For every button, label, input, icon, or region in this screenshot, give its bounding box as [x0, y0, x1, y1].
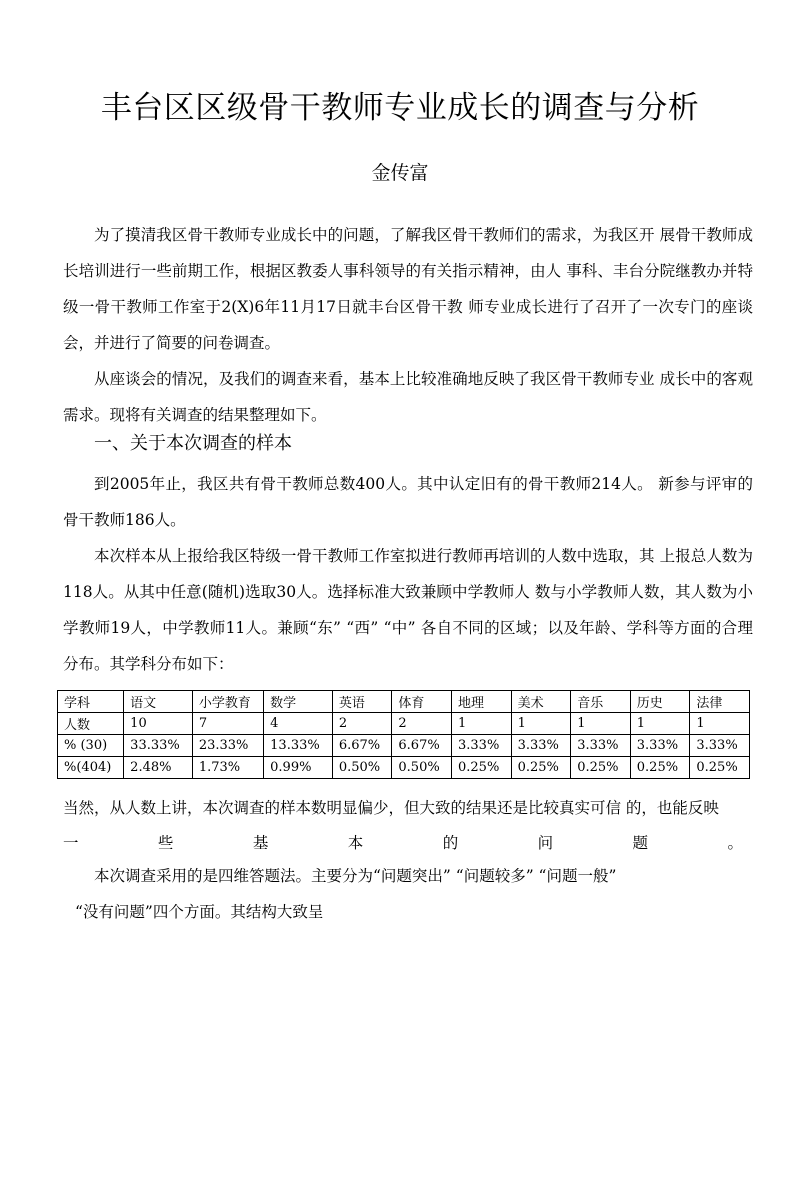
table-cell: 2.48%: [124, 757, 193, 779]
table-cell: 10: [124, 713, 193, 735]
table-cell: 0.50%: [392, 757, 452, 779]
spread-word: 本: [347, 834, 364, 852]
table-cell: 0.99%: [264, 757, 333, 779]
table-cell: 人数: [58, 713, 124, 735]
table-header-cell: 语文: [124, 691, 193, 713]
table-cell: 0.25%: [571, 757, 631, 779]
table-cell: 3.33%: [690, 735, 750, 757]
paragraph-conclusion-spread-line: [63, 825, 743, 861]
table-cell: 0.25%: [511, 757, 571, 779]
paragraph-method: 本次调查采用的是四维答题法。主要分为“问题突出” “问题较多” “问题一般”: [94, 867, 617, 885]
table-header-cell: 学科: [58, 691, 124, 713]
table-cell: 0.25%: [690, 757, 750, 779]
spread-word: 。: [727, 834, 743, 852]
paragraph-method-continued: “没有问题”四个方面。其结构大致呈: [75, 903, 324, 921]
table-cell: 1: [511, 713, 571, 735]
paragraph-teacher-count: 到2005年止，我区共有骨干教师总数400人。其中认定旧有的骨干教师214人。 新参与评审的骨干教师186人。: [63, 475, 753, 529]
table-cell: 13.33%: [264, 735, 333, 757]
spread-word: 一: [63, 834, 79, 852]
table-cell: 1: [571, 713, 631, 735]
table-header-cell: 法律: [690, 691, 750, 713]
spread-word: 题: [632, 834, 649, 852]
table-row: [58, 757, 750, 779]
table-header-cell: 地理: [452, 691, 512, 713]
paragraph-sample-selection: 本次样本从上报给我区特级一骨干教师工作室拟进行教师再培训的人数中选取，其 上报总人数为118人。从其中任意(随机)选取30人。选择标准大致兼顾中学教师人 数与小学教师人数，其人数为小学教师19人，中学教师11人。兼顾“东” “西” “中” 各自不同的区域；以及年龄、学科等方面的合理分布。其学科分布如下：: [63, 547, 753, 673]
paragraph-intro: 为了摸清我区骨干教师专业成长中的问题，了解我区骨干教师们的需求，为我区开 展骨干教师成长培训进行一些前期工作，根据区教委人事科领导的有关指示精神，由人 事科、丰台分院继教办并特级一骨干教师工作室于2(X)6年11月17日就丰台区骨干教 师专业成长进行了召开了一次专门的座谈会，并进行了简要的问卷调查。: [63, 226, 753, 352]
table-header-row: [58, 691, 750, 713]
table-cell: % (30): [58, 735, 124, 757]
table-cell: 3.33%: [511, 735, 571, 757]
table-cell: 23.33%: [192, 735, 263, 757]
table-cell: 1: [452, 713, 512, 735]
paragraph-overview: 从座谈会的情况，及我们的调查来看，基本上比较准确地反映了我区骨干教师专业 成长中的客观需求。现将有关调查的结果整理如下。: [63, 370, 753, 424]
table-header-cell: 数学: [264, 691, 333, 713]
table-cell: 0.50%: [332, 757, 392, 779]
table-cell: 6.67%: [392, 735, 452, 757]
table-cell: 7: [192, 713, 263, 735]
table-cell: %(404): [58, 757, 124, 779]
table-cell: 0.25%: [630, 757, 690, 779]
author-name: 金传富: [371, 162, 429, 184]
spread-word: 些: [157, 834, 174, 852]
table-header-cell: 英语: [332, 691, 392, 713]
table-cell: 33.33%: [124, 735, 193, 757]
spread-word: 的: [442, 834, 459, 852]
subject-distribution-table: [57, 690, 750, 779]
document-title: 丰台区区级骨干教师专业成长的调查与分析: [100, 90, 700, 126]
table-cell: 1.73%: [192, 757, 263, 779]
table-cell: 3.33%: [630, 735, 690, 757]
table-header-cell: 小学教育: [192, 691, 263, 713]
table-cell: 3.33%: [452, 735, 512, 757]
table-header-cell: 历史: [630, 691, 690, 713]
table-cell: 1: [690, 713, 750, 735]
table-header-cell: 体育: [392, 691, 452, 713]
table-cell: 2: [392, 713, 452, 735]
table-cell: 0.25%: [452, 757, 512, 779]
table-cell: 1: [630, 713, 690, 735]
table-row: [58, 713, 750, 735]
table-cell: 4: [264, 713, 333, 735]
spread-word: 问: [537, 834, 554, 852]
table-header-cell: 音乐: [571, 691, 631, 713]
spread-word: 基: [252, 834, 269, 852]
table-cell: 3.33%: [571, 735, 631, 757]
table-cell: 6.67%: [332, 735, 392, 757]
table-row: [58, 735, 750, 757]
paragraph-conclusion: 当然，从人数上讲，本次调查的样本数明显偏少，但大致的结果还是比较真实可信 的，也能反映: [63, 799, 719, 817]
table-cell: 2: [332, 713, 392, 735]
table-header-cell: 美术: [511, 691, 571, 713]
section-heading-sample: 一、关于本次调查的样本: [94, 433, 292, 454]
